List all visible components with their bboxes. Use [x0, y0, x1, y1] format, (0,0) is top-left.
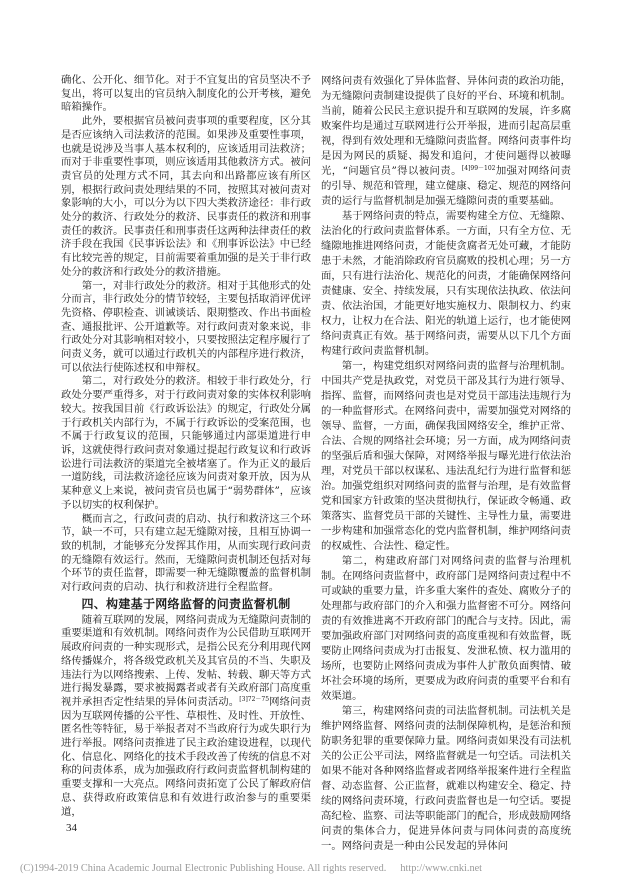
- section-heading: 四、构建基于网络监督的问责监督机制: [81, 596, 291, 611]
- page-number: 34: [66, 822, 77, 834]
- paragraph: 第二，对行政处分的救济。相较于非行政处分，行政处分要严重得多，对于行政问责对象的实体权利影响较大。按我国目前《行政诉讼法》的规定，行政处分属于行政机关内部行为，不属于行政诉讼的受案范围，也不属于行政复议的范围，只能够通过内部渠道进行申诉，这就使得行政问责对象通过提起行政复议和行政诉讼进行司法救济的渠道完全被堵塞了。作为正义的最后一道防线，司法救济途径应该为问责对象开放，因为从某种意义上来说，被问责官员也属于“弱势群体”，应该予以切实的权利保护。: [61, 375, 311, 511]
- paragraph: 基于网络问责的特点，需要构建全方位、无缝隙、法治化的行政问责监督体系。一方面，只有全方位、无缝隙地推进网络问责，才能使贪腐者无处可藏，才能防患于未然，才能消除政府官员腐败的投机心理；另一方面，只有进行法治化、规范化的问责，才能确保网络问责健康、安全、持续发展，只有实现依法执政、依法问责、依法治国，才能更好地实施权力、限制权力、约束权力，让权力在合法、阳光的轨道上运行，也才能使网络问责真正有效。基于网络问责，需要从以下几个方面构建行政问责监督机制。: [321, 210, 571, 357]
- paragraph-text: 网络问责因为互联网传播的公平性、草根性、及时性、开放性、匿名性等特征，易于举报者对不当政府行为或失职行为进行举报。网络问责推进了民主政治建设进程，以现代化、信息化、网络化的技术手段改善了传统的信息不对称的问责体系，成为加强政府行政问责监督机制构建的重要支撑和一大亮点。网络问责拓宽了公民了解政府信息、获得政府政策信息和有效进行政治参与的重要渠道，: [61, 695, 312, 818]
- paragraph-text: 随着互联网的发展，网络问责成为无缝隙问责制的重要渠道和有效机制。网络问责作为公民借助互联网开展政府问责的一种实现形式，是指公民充分利用现代网络传播媒介，将各级党政机关及其官员的不当、失职及违法行为以网络搜索、上传、发帖、转载、聊天等方式进行揭发暴露，要求被揭露者或者有关政府部门高度重视并承担否定性结果的异体问责活动。: [61, 613, 311, 708]
- citation: [3]72－75: [239, 695, 270, 703]
- paragraph: [321, 74, 571, 209]
- footer: [20, 862, 482, 875]
- paragraph: 第三，构建网络问责的司法监督机制。司法机关是维护网络监督、网络问责的法制保障机构，是惩治和预防职务犯罪的重要保障力量。网络问责如果没有司法机关的公正公平司法，网络监督就是一句空话。司法机关如果不能对各种网络监督或者网络举报案件进行全程监督、动态监督、公正监督，就难以构建安全、稳定、持续的网络问责环境，行政问责监督也是一句空话。要提高纪检、监察、司法等职能部门的配合，形成鼓励网络问责的集体合力，促进异体问责与同体问责的高度统一。网络问责是一种由公民发起的异体问: [321, 705, 571, 852]
- paragraph: 第一，构建党组织对网络问责的监督与治理机制。中国共产党是执政党，对党员干部及其行为进行领导、指挥、监督，而网络问责也是对党员干部违法违规行为的一种监督形式。在网络问责中，需要加强党对网络的领导、监督，一方面，确保我国网络安全，维护正常、合法、合规的网络社会环境；另一方面，成为网络问责的坚强后盾和强大保障，对网络举报与曝光进行依法治理，对党员干部以权谋私、违法乱纪行为进行监督和惩治。加强党组织对网络问责的监督与治理，是有效监督党和国家方针政策的坚决贯彻执行，保证政令畅通、政策落实、监督党员干部的关键性、主导性力量，需要进一步构建和加强常态化的党内监督机制，维护网络问责的权威性、合法性、稳定性。: [321, 360, 571, 552]
- citation: [4]99－102: [461, 165, 496, 172]
- paragraph: 确化、公开化、细节化。对于不宜复出的官员坚决不予复出，将可以复出的官员纳入制度化的公开考核，避免暗箱操作。: [61, 74, 311, 114]
- paragraph: [61, 614, 311, 820]
- paragraph: 第一，对非行政处分的救济。相对于其他形式的处分而言，非行政处分的情节较轻，主要包括取消评优评先资格、停职检查、训诫谈话、限期整改、作出书面检查、通报批评、公开道歉等。对行政问责对象来说，非行政处分对其影响相对较小，只要按照法定程序履行了问责义务，就可以通过行政机关的内部程序进行救济，可以依法行使陈述权和申辩权。: [61, 279, 311, 374]
- paragraph-text: 加强对网络问责的引导、规范和管理，建立健康、稳定、规范的网络问责的运行与监督机制是加强无缝隙问责的重要基础。: [321, 165, 572, 207]
- right-column: [321, 74, 571, 854]
- paragraph: 此外，要根据官员被问责事项的重要程度，区分其是否应该纳入司法救济的范围。如果涉及重要性事项，也就是说涉及当事人基本权利的，应该适用司法救济；而对于非重要性事项，则应该适用其他救济方式。被问责官员的处理方式不同，其去向和出路都应该有所区别，根据行政问责处理结果的不同，按照其对被问责对象影响的大小，可以分为以下四大类救济途径：非行政处分的救济、行政处分的救济、民事责任的救济和刑事责任的救济。民事责任和刑事责任这两种法律责任的救济手段在我国《民事诉讼法》和《刑事诉讼法》中已经有比较完善的规定，目前需要着重加强的是关于非行政处分的救济和行政处分的救济措施。: [61, 115, 311, 278]
- footer-url: http://www.cnki.net: [400, 863, 483, 874]
- paragraph-text: 网络问责有效强化了异体监督、异体问责的政治功能，为无缝隙问责制建设提供了良好的平台、环境和机制。当前，随着公民民主意识提升和互联网的发展，许多腐败案件均是通过互联网进行公开举报，进而引起高层重视，得到有效处理和无缝隙问责监督。网络问责事件均是因为网民的质疑、揭发和追问，才使问题得以被曝光，“问题官员”得以被问责。: [321, 75, 571, 177]
- paragraph: 第二，构建政府部门对网络问责的监督与治理机制。在网络问责监督中，政府部门是网络问责过程中不可或缺的重要力量，许多重大案件的查处、腐败分子的处理都与政府部门的介入和强力监督密不可分。网络问责的有效推进离不开政府部门的配合与支持。因此，需要加强政府部门对网络问责的高度重视和有效监督，既要防止网络问责成为打击报复、发泄私愤、权力滥用的场所，也要防止网络问责成为事件人扩散负面舆情、破坏社会环境的场所，更要成为政府问责的重要平台和有效渠道。: [321, 555, 571, 702]
- paragraph: 概而言之，行政问责的启动、执行和救济这三个环节，缺一不可，只有建立起无缝隙对接，且相互协调一致的机制，才能够充分发挥其作用，从而实现行政问责的无缝隙有效运行。然而，无缝隙问责机制还包括对每个环节的责任监督，即需要一种无缝隙覆盖的监督机制对行政问责的启动、执行和救济进行全程监督。: [61, 512, 311, 594]
- copyright-notice: (C)1994-2019 China Academic Journal Electronic Publishing House. All rights reserved.: [20, 863, 387, 874]
- left-column: [61, 74, 311, 819]
